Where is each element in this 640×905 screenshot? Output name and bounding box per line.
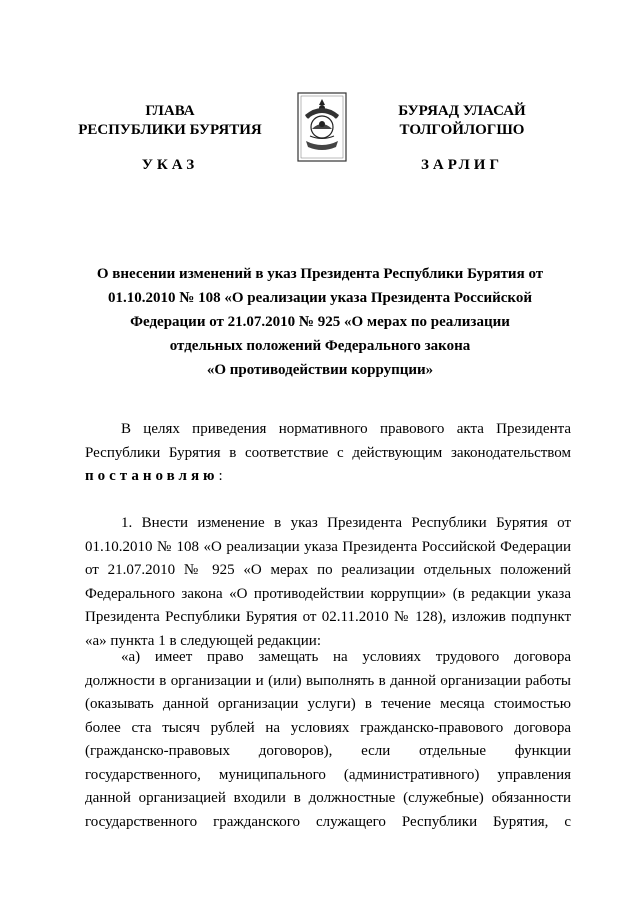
resolve-suffix: :: [218, 468, 223, 484]
paragraph-line: 1. Внести изменение в указ Президента Республики Бурятия от: [121, 515, 571, 531]
header-left-line2: РЕСПУБЛИКИ БУРЯТИЯ: [78, 122, 262, 138]
paragraph-line: данной организацией входили в должностные (служебные) обязанности: [85, 790, 571, 806]
paragraph-line: государственного гражданского служащего Республики Бурятия, с: [85, 813, 571, 830]
paragraph-line: [85, 465, 571, 489]
resolve-word: постановляю: [85, 468, 219, 484]
subitem-a-paragraph: [85, 646, 571, 834]
title-line: «О противодействии коррупции»: [206, 362, 434, 378]
paragraph-line: «а) имеет право замещать на условиях трудового договора: [121, 649, 571, 665]
item-1-paragraph: [85, 512, 571, 653]
title-line: О внесении изменений в указ Президента Республики Бурятия от: [96, 266, 544, 282]
header-right-decree: ЗАРЛИГ: [420, 157, 504, 173]
paragraph-line: «а» пункта 1 в следующей редакции:: [85, 632, 321, 649]
header-left-decree: УКАЗ: [141, 157, 199, 173]
header-right-line2: ТОЛГОЙЛОГШО: [399, 122, 525, 138]
paragraph-line: В целях приведения нормативного правового акта Президента: [121, 421, 571, 437]
paragraph-line: (оказывать данной организации услуги) в течение месяца стоимостью: [85, 696, 571, 712]
paragraph-line: более ста тысяч рублей на условиях гражданско-правового договора: [85, 719, 571, 736]
paragraph-line: государственного, муниципального (административного) управления: [85, 766, 571, 783]
header-right-line1: БУРЯАД УЛАСАЙ: [398, 103, 526, 119]
paragraph-line: от 21.07.2010 № 925 «О мерах по реализации отдельных положений: [85, 562, 571, 578]
paragraph-line: Президента Республики Бурятия от 02.11.2010 № 128), изложив подпункт: [85, 609, 571, 625]
coat-of-arms-icon: [296, 91, 348, 163]
header-right-block: [372, 102, 552, 175]
document-title: [86, 262, 554, 382]
header-left-line1: ГЛАВА: [145, 103, 195, 119]
paragraph-line: должности в организации и (или) выполнять в данной организации работы: [85, 672, 571, 689]
preamble-paragraph: [85, 418, 571, 489]
title-line: 01.10.2010 № 108 «О реализации указа Президента Российской: [108, 290, 532, 306]
title-line: отдельных положений Федерального закона: [169, 338, 471, 354]
paragraph-line: (гражданско-правовых договоров), если отдельные функции: [85, 743, 571, 759]
title-line: Федерации от 21.07.2010 № 925 «О мерах по реализации: [130, 314, 510, 330]
paragraph-line: 01.10.2010 № 108 «О реализации указа Президента Российской Федерации: [85, 538, 571, 555]
paragraph-line: Федерального закона «О противодействии коррупции» (в редакции указа: [85, 585, 571, 602]
header-left-block: [70, 102, 270, 175]
paragraph-line: Республики Бурятия в соответствие с действующим законодательством: [85, 444, 571, 461]
